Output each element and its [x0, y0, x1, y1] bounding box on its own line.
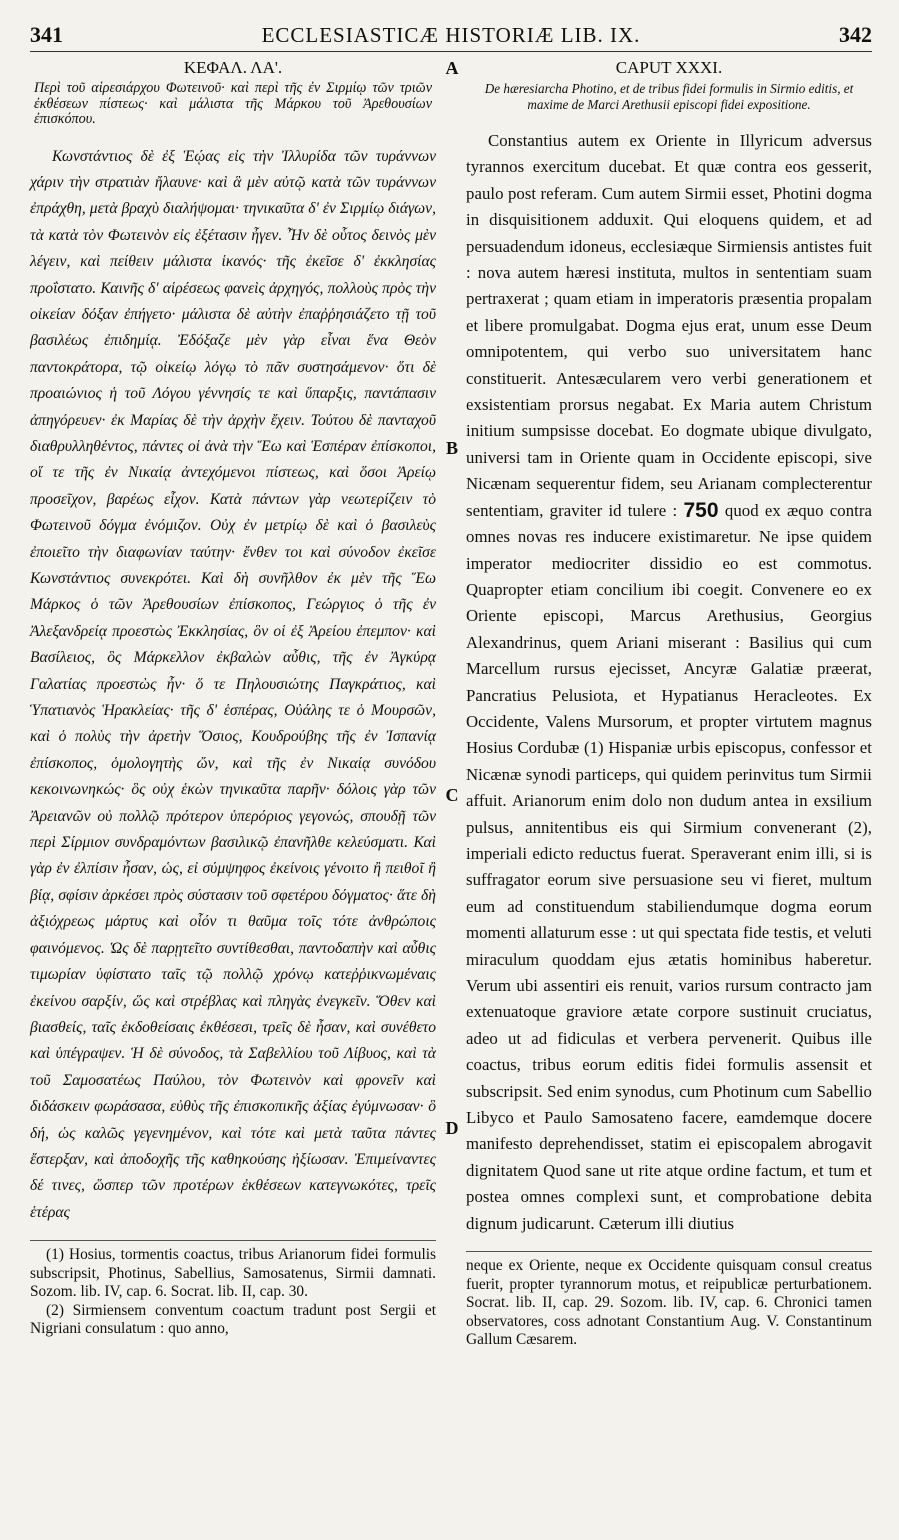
column-number: 750	[683, 498, 719, 522]
greek-body-text: Κωνστάντιος δὲ ἐξ Ἑῴας εἰς τὴν Ἰλλυρίδα τῶν τυράννων χάριν τὴν στρατιὰν ἤλαυνε· καὶ ἃ μὲν αὐτῷ κατὰ τῶν τυράννων ἐπράχθη, μετὰ βραχὺ διαλήψομαι· τηνικαῦτα δ' ἐν Σιρμίῳ διάγων, τὰ κατὰ τὸν Φωτεινὸν εἰς ἐξέτασιν ἦγεν. Ἦν δὲ οὗτος δεινὸς μὲν λέγειν, καὶ πείθειν μάλιστα ἱκανός· τῆς ἐκεῖσε δ' ἐκκλησίας προΐστατο. Καινῆς δ' αἱρέσεως φανεὶς ἀρχηγός, πολλοὺς πρὸς τὴν οἰκείαν δόξαν ἐπήγετο· μάλιστα δὲ αὐτὴν ἐπαῤῥησιάζετο τῇ τοῦ βασιλέως ἐπιδημίᾳ. Ἐδόξαζε μὲν γὰρ εἶναι ἕνα Θεὸν παντοκράτορα, τῷ οἰκείῳ λόγῳ τὸ πᾶν συστησάμενον· ὅτι δὲ προαιώνιος ἡ τοῦ Λόγου γέννησίς τε καὶ ὕπαρξις, παντάπασιν ἀπηγόρευεν· ἐκ Μαρίας δὲ τὴν ἀρχὴν ἔχειν. Τούτου δὲ πανταχοῦ διαθρυλληθέντος, πάντες οἱ ἀνὰ τὴν Ἕω καὶ Ἑσπέραν ἐπίσκοποι, οἵ τε τῆς ἐν Νικαίᾳ ἀντεχόμενοι πίστεως, καὶ ὅσοι Ἀρείῳ προσεῖχον, βαρέως εἶχον. Κατὰ πάντων γὰρ νεωτερίζειν τὸ Φωτεινοῦ δόγμα ἐνόμιζον. Οὐχ ἐν μετρίῳ δὲ καὶ ὁ βασιλεὺς ἐποιεῖτο τὴν διαφωνίαν ταύτην· ἔνθεν τοι καὶ σύνοδον ἐκεῖσε Κωνστάντιος συνεκρότει. Καὶ δὴ συνῆλθον ἐκ μὲν τῆς Ἕω Μάρκος ὁ τῶν Ἀρεθουσίων ἐπίσκοπος, Γεώργιος ὁ τῆς ἐν Ἀλεξανδρείᾳ προεστὼς Ἐκκλησίας, ὃν οἱ ἐξ Ἀρείου ἐπεμπον· καὶ Βασίλειος, ὃς Μάρκελλον ἐκβαλὼν αὖθις, τῆς ἐν Ἀγκύρᾳ Γαλατίας προεστὼς ἦν· ὅ τε Πηλουσιώτης Παγκράτιος, καὶ Ὑπατιανὸς Ἡρακλείας· τῆς δ' ἑσπέρας, Οὐάλης τε ὁ Μουρσῶν, καὶ ὁ πολὺς τὴν ἀρετὴν Ὅσιος, Κουδρούβης τῆς ἐν Ἰσπανίᾳ ἐπίσκοπος, ὁμολογητὴς ὤν, καὶ τῆς ἐν Νικαίᾳ συνόδου κεκοινωνηκώς· ὃς οὐχ ἑκὼν τηνικαῦτα παρῆν· δόλοις γὰρ τῶν Ἀρειανῶν οὐ πολλῷ πρότερον ὑπερόριος γεγονώς, σπουδῇ τῶν περὶ Σίρμιον συνδραμόντων βασιλικῷ ἐπανῆλθε κελεύσματι. Καὶ γὰρ ἐν ἐλπίσιν ἦσαν, ὡς, εἰ σύμψηφος ἐκείνοις γένοιτο ἢ πειθοῖ ἢ βίᾳ, σφίσιν ἀρκέσει πρὸς σύστασιν τοῦ σφετέρου δόγματος· ἅτε δὴ ἀξιόχρεως μάρτυς καὶ οἷόν τι θαῦμα τοῖς τότε ἀνθρώποις φαινόμενος. Ὡς δὲ παρῃτεῖτο συντίθεσθαι, παντοδαπὴν καὶ αὖθις τιμωρίαν ὑφίστατο ταῖς τῷ πολλῷ χρόνῳ κατεῤῥικνωμέναις ἐκείνου σαρξίν, ὥς καὶ στρέβλας καὶ πληγὰς ἐνεγκεῖν. Ὅθεν καὶ βιασθείς, ταῖς ἐκδοθείσαις ἐκθέσεσι, τρεῖς δὲ ἦσαν, καὶ συνέθετο καὶ ὑπέγραψεν. Ἡ δὲ σύνοδος, τὰ Σαβελλίου τοῦ Λίβυος, καὶ τὰ τοῦ Σαμοσατέως Παύλου, τὸν Φωτεινὸν καὶ φρονεῖν καὶ διδάσκειν φωράσασα, εὐθὺς τῆς ἐπισκοπικῆς ἀξίας ἐγύμνωσαν· ὃ δή, ὡς καλῶς γεγενημένον, καὶ τότε καὶ μετὰ ταῦτα πάντες ἔστερξαν, καὶ ἀποδοχῆς τῆς καθηκούσης ἠξίωσαν. Ἐπιμείναντες δέ τινες, ὥσπερ τῶν προτέρων ἐκθέσεων κατεγνωκότες, τρεῖς ἑτέρας	[30, 147, 436, 1221]
footnote-2-continued: neque ex Oriente, neque ex Occidente quisquam consul creatus fuerit, propter tyrannorum motus, et reipublicæ perturbationem. Socrat. lib. II, cap. 29. Sozom. lib. IV, cap. 6. Chronici tamen observatores, coss adnotant Constantium Aug. V. Constantinum Gallum Cæsarem.	[466, 1257, 872, 1349]
margin-letter-b: B	[445, 438, 458, 458]
latin-body-part-1: Constantius autem ex Oriente in Illyricum adversus tyrannos exercitum ducebat. Et quæ contra eos gesserit, paulo post referam. Cum autem Sirmii esset, Photini dogma in disquisitionem adduxit. Qui eloquens quidem, et ad persuadendum idoneus, ecclesiæque Sirmiensis antistes fuit : nova autem hæresi instituta, multos in sententiam suam pertraxerat ; quam etiam in imperatoris præsentia propalam et libere promulgabat. Dogma ejus erat, unum esse Deum omnipotentem, qui verbo suo universitatem hanc constituerit. Antesæcularem vero verbi generationem et exsistentiam prorsus negabat. Ex Maria autem Christum initium sumpsisse docebat. Eo dogmate ubique divulgato, universi tam in Oriente quam in Occidente episcopi, sive Nicænam sequerentur fidem, seu Arianam complecterentur sententiam, graviter id tulere :	[466, 131, 872, 520]
latin-footnotes	[466, 1251, 872, 1350]
latin-chapter-heading: CAPUT XXXI.	[615, 58, 723, 77]
latin-column	[466, 58, 872, 1350]
book-page	[30, 22, 872, 1522]
margin-letter-c: C	[445, 785, 459, 805]
margin-letter-a: A	[445, 58, 459, 78]
greek-footnotes	[30, 1240, 436, 1339]
latin-body-part-2: quod ex æquo contra omnes novas res inducere existimaretur. Ne ipse quidem imperator mediocriter dissidio eo est commotus. Quapropter etiam concilium ibi coegit. Convenere eo ex Oriente episcopi, Marcus Arethusius, Georgius Alexandrinus, quem Ariani miserant : Basilius qui cum Marcellum rursus ejecisset, Ancyræ Galatiæ præerat, Pancratius Pelusiota, et Hypatianus Heracleotes. Ex Occidente, Valens Mursorum, et propter virtutem magnus Hosius Cordubæ (1) Hispaniæ urbis episcopus, confessor et Nicænæ synodi particeps, qui quidem perinvitus tum Sirmii affuit. Arianorum enim dolo non dudum antea in exsilium pulsus, annitentibus eis qui Sirmium convenerant (2), imperiali edicto reductus fuerat. Speraverant enim illi, si is suffragator eorum sive persuasione seu vi fieret, multum eum ad constituendum stabiliendumque dogma eorum momenti allaturum esse : ut qui spectata fide testis, et veluti miraculum quoddam ejus ætatis hominibus haberetur. Verum ubi assentiri eis renuit, varios rursum contracto jam extenuatoque graviore ætate corpore sustinuit cruciatus, adeo ut ad fidiculas et verbera pervenerit. Quibus ille coactus, tribus eorum editis fidei formulis assensit et subscripsit. Sed enim synodus, cum Photinum cum Sabellio Libyco et Paulo Samosateno facere, eamdemque docere manifesto deprehendisset, statim ei episcopalem abrogavit dignitatem Quod sane ut rite atque ordine factum, et tum et postea omnes complexi sunt, et comprobatione debita dignum judicarunt. Cæterum illi diutius	[466, 500, 873, 1233]
footnote-2: (2) Sirmiensem conventum coactum tradunt post Sergii et Nigriani consulatum : quo anno,	[30, 1301, 436, 1338]
greek-chapter-summary: Περὶ τοῦ αἱρεσιάρχου Φωτεινοῦ· καὶ περὶ τῆς ἐν Σιρμίῳ τῶν τριῶν ἐκθέσεων πίστεως· καὶ μάλιστα τῆς Μάρκου τοῦ Ἀρεθουσίων ἐπισκόπου.	[34, 80, 432, 127]
greek-chapter-heading: ΚΕΦΑΛ. ΛΑ'.	[183, 58, 283, 77]
latin-body-text	[466, 128, 872, 1237]
margin-letter-d: D	[445, 1118, 459, 1138]
running-title: ECCLESIASTICÆ HISTORIÆ LIB. IX.	[261, 23, 641, 47]
right-page-number: 342	[839, 22, 872, 47]
two-column-body	[30, 58, 872, 1350]
left-page-number: 341	[30, 22, 63, 47]
latin-chapter-summary: De hæresiarcha Photino, et de tribus fidei formulis in Sirmio editis, et maxime de Marci Arethusii episcopi fidei expositione.	[484, 81, 854, 112]
running-header	[30, 22, 872, 52]
footnote-1: (1) Hosius, tormentis coactus, tribus Arianorum fidei formulis subscripsit, Photinus, Sabellius, Samosatenus, Sirmii damnati. Sozom. lib. IV, cap. 6. Socrat. lib. II, cap. 30.	[30, 1246, 436, 1301]
greek-column	[30, 58, 436, 1350]
